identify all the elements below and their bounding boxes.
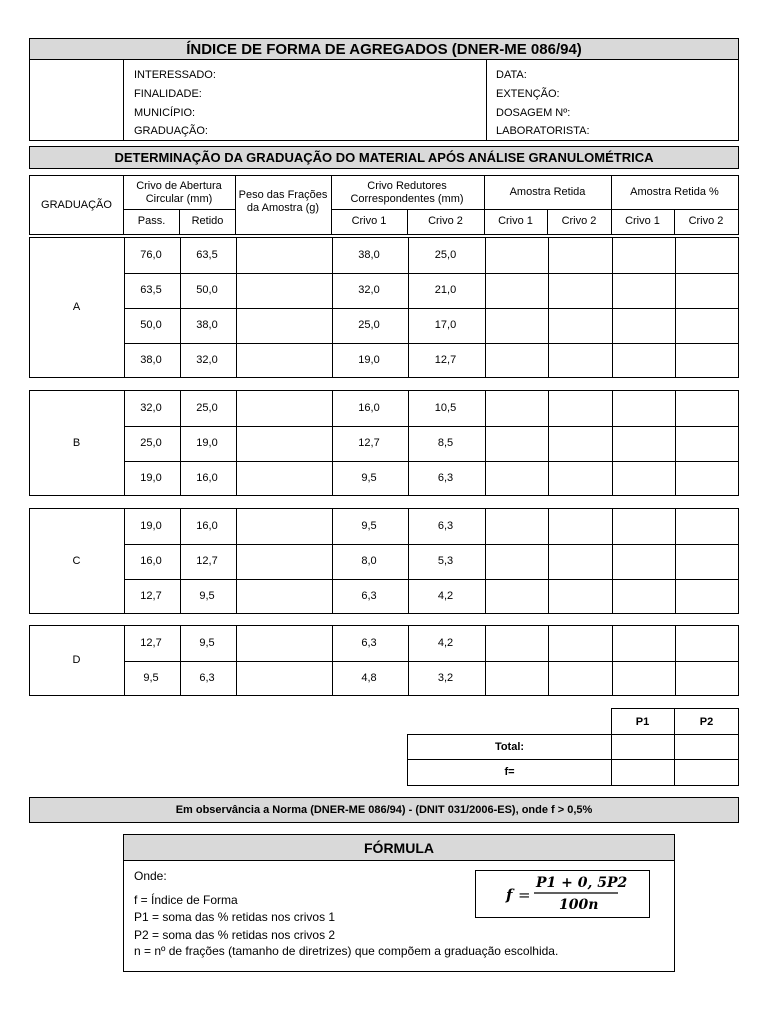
header-pass: Pass.: [137, 215, 166, 227]
table-cell: 76,0: [140, 248, 162, 261]
data-label: DATA:: [496, 69, 527, 81]
table-cell: 3,2: [437, 671, 454, 684]
table-cell: 50,0: [196, 283, 218, 296]
finalidade-label: FINALIDADE:: [134, 88, 202, 100]
header-pct-crivo1: Crivo 1: [625, 215, 660, 227]
table-cell: 38,0: [140, 353, 162, 366]
laboratorista-label: LABORATORISTA:: [496, 125, 590, 137]
municipio-label: MUNICÍPIO:: [134, 107, 196, 119]
header-amostra-retida: Amostra Retida: [509, 186, 586, 198]
header-retida-crivo1: Crivo 1: [498, 215, 533, 227]
header-retido: Retido: [191, 215, 224, 227]
legend-p2: P2 = soma das % retidas nos crivos 2: [134, 928, 336, 942]
table-cell: 12,7: [140, 636, 162, 649]
table-cell: 12,7: [358, 436, 380, 449]
formula-title: FÓRMULA: [123, 834, 675, 861]
table-cell: 8,0: [361, 554, 377, 567]
table-cell: 9,5: [361, 471, 377, 484]
table-cell: 38,0: [358, 248, 380, 261]
table-cell: 25,0: [196, 401, 218, 414]
header-peso: Peso das Frações da Amostra (g): [238, 189, 328, 214]
table-cell: 32,0: [140, 401, 162, 414]
header-amostra-retida-pct: Amostra Retida %: [630, 186, 719, 198]
group-label: C: [72, 554, 81, 567]
table-cell: 6,3: [361, 636, 377, 649]
header-crivo-abertura: Crivo de Abertura Circular (mm): [136, 179, 222, 205]
f-label: f=: [504, 766, 515, 778]
table-cell: 9,5: [361, 519, 377, 532]
formula-equation-graphic: [476, 871, 649, 917]
table-cell: 19,0: [140, 519, 162, 532]
table-cell: 9,5: [143, 671, 159, 684]
header-redutor-crivo1: Crivo 1: [351, 215, 387, 227]
group-label: D: [72, 654, 81, 666]
group-label: B: [72, 436, 81, 449]
group-label: A: [72, 301, 81, 313]
legend-p1: P1 = soma das % retidas nos crivos 1: [134, 910, 336, 924]
table-cell: 16,0: [196, 519, 218, 532]
table-cell: 25,0: [358, 318, 380, 331]
formula-f: f: [506, 886, 513, 904]
legend-n: n = nº de frações (tamanho de diretrizes) que compõem a graduação escolhida.: [134, 944, 559, 958]
table-cell: 16,0: [358, 401, 380, 414]
interessado-label: INTERESSADO:: [134, 69, 216, 81]
table-cell: 38,0: [196, 318, 218, 331]
onde-label: Onde:: [134, 869, 167, 883]
table-cell: 21,0: [434, 283, 457, 296]
legend-f: f = Índice de Forma: [134, 893, 238, 907]
table-cell: 25,0: [140, 436, 162, 449]
table-cell: 19,0: [196, 436, 218, 449]
graduacao-label: GRADUAÇÃO:: [134, 125, 208, 137]
table-cell: 4,8: [361, 671, 377, 684]
formula-equals: =: [518, 886, 531, 904]
p2-header: P2: [699, 715, 714, 728]
table-cell: 9,5: [199, 636, 215, 649]
table-cell: 50,0: [140, 318, 162, 331]
table-cell: 8,5: [437, 436, 454, 449]
document-title: ÍNDICE DE FORMA DE AGREGADOS (DNER-ME 086/94): [29, 38, 739, 60]
table-cell: 16,0: [196, 471, 218, 484]
extencao-label: EXTENÇÃO:: [496, 88, 560, 100]
dosagem-label: DOSAGEM Nº:: [496, 107, 571, 119]
table-cell: 25,0: [434, 248, 457, 261]
total-label: Total:: [494, 740, 525, 753]
table-cell: 6,3: [437, 519, 454, 532]
header-redutor-crivo2: Crivo 2: [428, 215, 463, 227]
table-cell: 17,0: [434, 318, 457, 331]
formula-numerator: P1 + 0, 5P2: [536, 875, 628, 891]
table-cell: 4,2: [437, 589, 454, 602]
header-crivo-redutores: Crivo Redutores Correspondentes (mm): [350, 179, 464, 205]
table-cell: 12,7: [140, 589, 162, 602]
header-pct-crivo2: Crivo 2: [688, 215, 724, 227]
header-graduacao: GRADUAÇÃO: [41, 198, 112, 211]
table-cell: 63,5: [196, 248, 218, 261]
table-cell: 32,0: [196, 353, 218, 366]
section-title: DETERMINAÇÃO DA GRADUAÇÃO DO MATERIAL APÓS ANÁLISE GRANULOMÉTRICA: [29, 146, 739, 169]
table-cell: 5,3: [437, 554, 454, 567]
table-cell: 4,2: [437, 636, 454, 649]
table-cell: 10,5: [434, 401, 457, 414]
table-cell: 6,3: [199, 671, 215, 684]
table-cell: 19,0: [358, 353, 380, 366]
table-cell: 32,0: [358, 283, 380, 296]
header-retida-crivo2: Crivo 2: [561, 215, 597, 227]
table-cell: 19,0: [140, 471, 162, 484]
table-cell: 16,0: [140, 554, 162, 567]
norm-note: Em observância a Norma (DNER-ME 086/94) - (DNIT 031/2006-ES), onde f > 0,5%: [29, 797, 739, 823]
table-cell: 9,5: [199, 589, 215, 602]
p1-header: P1: [635, 715, 650, 728]
table-cell: 12,7: [196, 554, 218, 567]
table-cell: 63,5: [140, 283, 162, 296]
table-cell: 6,3: [361, 589, 377, 602]
formula-denominator: 100n: [559, 897, 599, 913]
table-cell: 6,3: [437, 471, 454, 484]
table-cell: 12,7: [434, 353, 457, 366]
formula-equation: [475, 870, 650, 918]
